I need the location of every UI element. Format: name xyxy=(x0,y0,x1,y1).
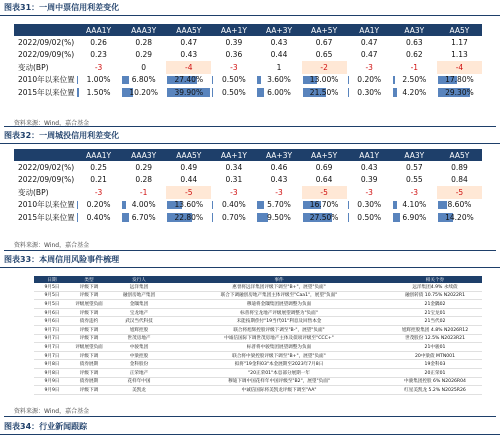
title-underline xyxy=(0,143,500,144)
cell-value: 0.30% xyxy=(357,200,382,210)
table-row xyxy=(14,74,482,87)
cell-value: 29.30% xyxy=(445,87,474,97)
table-cell: -5 xyxy=(166,186,211,199)
table-cell: -4 xyxy=(166,61,211,74)
table-cell: 金隅集团 xyxy=(108,300,170,309)
table-cell: 中诚信国际将美凯龙评级下调至"AA" xyxy=(170,386,388,395)
percentile-bar xyxy=(438,201,447,210)
percentile-bar xyxy=(393,201,397,210)
table-cell: 0.67 xyxy=(315,37,333,47)
table-cell xyxy=(121,199,166,212)
table-cell xyxy=(121,74,166,87)
cell-value: 14.20% xyxy=(445,212,474,222)
cell-value: 3.60% xyxy=(267,75,291,85)
table-cell: 0.39 xyxy=(225,37,243,47)
percentile-bar xyxy=(257,76,261,85)
table-cell: 0.49 xyxy=(180,162,198,172)
column-header: AA3Y xyxy=(392,24,437,36)
row-label: 2022/09/09(%) xyxy=(18,175,75,185)
cell-value: 10.20% xyxy=(129,87,158,97)
divider xyxy=(4,250,496,251)
table-cell: 9月7日 xyxy=(34,343,70,352)
table-cell: 红星美凯龙 5.2% N2025R26 xyxy=(388,386,482,395)
table-cell xyxy=(166,86,211,99)
table-cell xyxy=(437,86,482,99)
percentile-bar xyxy=(122,76,129,85)
fig32-title-text: 图表32：一周城投信用利差变化 xyxy=(4,130,120,140)
table-cell: 联合将中梁控股评级下调至"B+"，展望"负面" xyxy=(170,351,388,360)
cell-value: 8.60% xyxy=(447,200,472,210)
table-cell: 联合下调融创房地产集团主体评级至"Caa1"，展望"负面" xyxy=(170,291,388,300)
column-header: 发行人 xyxy=(108,276,170,283)
table-cell: 0.57 xyxy=(405,162,423,172)
table-cell: 拟将"19金科03"本金展期至2023年7月8日 xyxy=(170,360,388,369)
table-cell: 标普将中骏集团展望调整为负面 xyxy=(170,343,388,352)
table-cell: 宝龙地产 xyxy=(108,308,170,317)
column-header: 事件 xyxy=(170,276,388,283)
table-cell: 21宝龙01 xyxy=(388,308,482,317)
percentile-bar xyxy=(257,201,263,210)
table-cell: 旭辉控股集团 4.8% N2026R12 xyxy=(388,325,482,334)
table-cell: 0.28 xyxy=(135,175,153,185)
table-cell: 21中骏01 xyxy=(388,343,482,352)
table-row xyxy=(34,360,482,369)
cell-value: 6.90% xyxy=(402,212,427,222)
table-cell: 0.25 xyxy=(90,162,107,172)
cell-value: 17.80% xyxy=(445,75,474,85)
table-cell xyxy=(437,74,482,87)
row-label: 2010年以来位置 xyxy=(18,75,75,85)
percentile-bar xyxy=(212,213,213,222)
table-cell: 金科股份 xyxy=(108,360,170,369)
table-cell xyxy=(437,211,482,224)
table-row xyxy=(34,283,482,291)
table-cell: 债券展期 xyxy=(70,377,108,386)
table-cell: 中梁控股 xyxy=(108,351,170,360)
table-row xyxy=(34,351,482,360)
cell-value: 22.80% xyxy=(174,212,204,222)
fig32-title xyxy=(4,128,119,142)
table-row xyxy=(34,325,482,334)
percentile-bar xyxy=(77,76,78,85)
table-cell: 0.65 xyxy=(315,50,333,60)
cell-value: 21.50% xyxy=(309,87,339,97)
cell-value: 1.50% xyxy=(86,87,111,97)
title-underline xyxy=(0,15,500,16)
column-header: 类型 xyxy=(70,276,108,283)
table-cell: 9月5日 xyxy=(34,283,70,291)
table-cell: 9月8日 xyxy=(34,368,70,377)
table-cell: -5 xyxy=(302,186,347,199)
table-cell: 0.26 xyxy=(90,37,107,47)
table-cell: 0.36 xyxy=(225,50,243,60)
header-row xyxy=(34,276,482,283)
table-cell xyxy=(76,86,121,99)
cell-value: 4.10% xyxy=(402,200,427,210)
column-header: AAA5Y xyxy=(166,149,211,161)
cell-value: 0.40% xyxy=(86,212,111,222)
table-cell: 评级下调 xyxy=(70,334,108,343)
table-cell: 0.21 xyxy=(90,175,107,185)
cell-value: 0.20% xyxy=(86,200,111,210)
cell-value: 13.00% xyxy=(309,75,339,85)
table-cell xyxy=(302,74,347,87)
fig33-table xyxy=(34,276,482,395)
cell-value: 0.50% xyxy=(221,87,246,97)
table-row xyxy=(14,211,482,224)
table-cell: 融创转债 10.75% N2022R1 xyxy=(388,291,482,300)
table-cell: -2 xyxy=(302,61,347,74)
table-row xyxy=(14,174,482,187)
table-cell: 9月7日 xyxy=(34,351,70,360)
percentile-bar xyxy=(393,213,400,222)
column-header: AA1Y xyxy=(347,24,392,36)
table-cell xyxy=(256,211,301,224)
table-cell: 0.44 xyxy=(180,175,198,185)
table-cell: 9月5日 xyxy=(34,291,70,300)
table-cell xyxy=(211,199,256,212)
table-cell: 0.28 xyxy=(135,37,153,47)
table-cell: 0.39 xyxy=(360,175,378,185)
table-cell: 0.69 xyxy=(315,162,333,172)
row-label: 变动(BP) xyxy=(18,62,49,72)
table-row xyxy=(14,36,482,49)
table-cell xyxy=(211,211,256,224)
table-cell: 未能按期偿付"19当代01"利息及回售本金 xyxy=(170,317,388,326)
table-cell: 世茂股份 12.5% N2023R21 xyxy=(388,334,482,343)
table-cell: 9月6日 xyxy=(34,308,70,317)
table-cell: 0.64 xyxy=(315,175,333,185)
table-cell: 9月8日 xyxy=(34,360,70,369)
table-cell xyxy=(392,211,437,224)
table-cell: 0.29 xyxy=(135,50,153,60)
table-cell: 中骏集团控股 6% N2026R04 xyxy=(388,377,482,386)
table-cell: 武汉当代科技 xyxy=(108,317,170,326)
cell-value: 0.50% xyxy=(221,75,246,85)
fig31-source: 资料来源：Wind，嘉合基金 xyxy=(14,120,90,127)
table-cell: 19金科03 xyxy=(388,360,482,369)
title-underline xyxy=(0,434,500,435)
row-label: 2022/09/02(%) xyxy=(18,37,75,47)
percentile-bar xyxy=(348,213,349,222)
table-cell xyxy=(437,199,482,212)
table-cell: 21当代02 xyxy=(388,317,482,326)
fig32-table xyxy=(14,149,482,224)
cell-value: 6.70% xyxy=(131,212,156,222)
table-row xyxy=(14,49,482,62)
cell-value: 0.40% xyxy=(221,200,246,210)
table-cell: 花样年中国 xyxy=(108,377,170,386)
fig33-title-text: 图表33：本周信用风险事件梳理 xyxy=(4,254,120,264)
table-cell: -3 xyxy=(230,187,238,197)
table-cell: 穆迪将金隅集团展望调整为负面 xyxy=(170,300,388,309)
fig33-source: 资料来源：Wind，嘉合基金 xyxy=(14,408,90,415)
column-header: AAA1Y xyxy=(76,24,121,36)
table-cell: 评级下调 xyxy=(70,308,108,317)
table-cell xyxy=(256,199,301,212)
percentile-bar xyxy=(393,88,398,97)
table-row xyxy=(34,368,482,377)
column-header: 相关个券 xyxy=(388,276,482,283)
cell-value: 4.20% xyxy=(402,87,427,97)
cell-value: 6.00% xyxy=(267,87,291,97)
table-cell: -3 xyxy=(365,187,373,197)
column-header: AA+3Y xyxy=(256,149,301,161)
table-cell: 远洋集团 xyxy=(108,283,170,291)
percentile-bar xyxy=(257,88,263,97)
table-row xyxy=(14,199,482,212)
table-cell: 评级展望负面 xyxy=(70,343,108,352)
table-cell xyxy=(76,211,121,224)
table-cell xyxy=(166,199,211,212)
table-row xyxy=(34,291,482,300)
column-header: AA5Y xyxy=(437,24,482,36)
table-cell: 0.29 xyxy=(135,162,153,172)
table-cell: 0.43 xyxy=(360,162,378,172)
cell-value: 27.50% xyxy=(309,212,339,222)
table-cell: 0.47 xyxy=(360,50,378,60)
table-cell: 9月6日 xyxy=(34,317,70,326)
table-cell xyxy=(121,211,166,224)
column-header xyxy=(14,149,76,161)
table-cell: 9月9日 xyxy=(34,377,70,386)
table-cell: -1 xyxy=(139,187,148,197)
column-header: AA+5Y xyxy=(302,24,347,36)
table-cell: 9月7日 xyxy=(34,334,70,343)
table-cell xyxy=(302,199,347,212)
row-label: 2015年以来位置 xyxy=(18,87,75,97)
row-label: 2015年以来位置 xyxy=(18,212,75,222)
table-cell: 0.89 xyxy=(451,162,468,172)
table-cell: 0.62 xyxy=(405,50,423,60)
fig33-title xyxy=(4,252,119,266)
table-cell xyxy=(347,211,392,224)
table-cell: 0.47 xyxy=(180,37,198,47)
table-cell: 0.44 xyxy=(270,50,288,60)
table-cell: 0.43 xyxy=(270,175,288,185)
table-cell: 中诚信国际下调世茂房地产主体及债项评级至"CCC+" xyxy=(170,334,388,343)
column-header: AAA3Y xyxy=(121,149,166,161)
table-cell: 世茂房地产 xyxy=(108,334,170,343)
cell-value: 2.50% xyxy=(402,75,427,85)
table-cell: 0.31 xyxy=(225,175,243,185)
divider xyxy=(4,416,496,417)
row-label: 2022/09/02(%) xyxy=(18,162,75,172)
cell-value: 5.70% xyxy=(267,200,291,210)
table-cell xyxy=(302,211,347,224)
table-cell: -1 xyxy=(410,62,419,72)
table-cell: 1.13 xyxy=(451,50,468,60)
table-cell: 0.43 xyxy=(270,37,288,47)
fig31-title xyxy=(4,0,119,14)
table-row xyxy=(34,334,482,343)
cell-value: 39.90% xyxy=(174,87,204,97)
fig34-title xyxy=(4,419,87,433)
table-cell: -3 xyxy=(230,62,238,72)
cell-value: 0.50% xyxy=(357,212,382,222)
table-cell xyxy=(347,86,392,99)
table-cell: -3 xyxy=(365,62,373,72)
table-row xyxy=(34,300,482,309)
table-cell: 评级下调 xyxy=(70,351,108,360)
header-row xyxy=(14,24,482,36)
cell-value: 1.00% xyxy=(86,75,111,85)
table-cell: 0 xyxy=(141,62,147,72)
cell-value: 4.00% xyxy=(131,200,156,210)
column-header: AA+3Y xyxy=(256,24,301,36)
table-cell: 惠誉将远洋集团评级下调至"B+"，展望"负面" xyxy=(170,283,388,291)
fig31-table xyxy=(14,24,482,99)
cell-value: 6.80% xyxy=(131,75,156,85)
table-cell xyxy=(76,199,121,212)
table-cell: -4 xyxy=(437,61,482,74)
table-cell: 美凯龙 xyxy=(108,386,170,395)
table-row xyxy=(34,317,482,326)
table-cell xyxy=(211,74,256,87)
table-cell: 0.47 xyxy=(360,37,378,47)
percentile-bar xyxy=(393,76,396,85)
table-cell: 评级下调 xyxy=(70,368,108,377)
table-cell: 中骏集团 xyxy=(108,343,170,352)
cell-value: 9.50% xyxy=(267,212,291,222)
table-cell xyxy=(392,74,437,87)
table-cell: 20正荣01 xyxy=(388,368,482,377)
fig34-title-text: 图表34：行业新闻跟踪 xyxy=(4,421,88,431)
percentile-bar xyxy=(122,201,126,210)
table-cell: 0.46 xyxy=(270,162,288,172)
divider xyxy=(4,126,496,127)
table-cell xyxy=(211,86,256,99)
table-cell: 0.34 xyxy=(225,162,243,172)
column-header: AA1Y xyxy=(347,149,392,161)
row-label: 2010年以来位置 xyxy=(18,200,75,210)
table-cell xyxy=(166,74,211,87)
cell-value: 0.70% xyxy=(221,212,246,222)
table-cell xyxy=(392,199,437,212)
table-cell: 评级展望负面 xyxy=(70,300,108,309)
table-cell: 正荣地产 xyxy=(108,368,170,377)
table-cell: 0.84 xyxy=(451,175,468,185)
table-cell: 9月9日 xyxy=(34,386,70,395)
cell-value: 13.60% xyxy=(174,200,204,210)
table-cell: 0.43 xyxy=(180,50,198,60)
table-cell xyxy=(347,74,392,87)
table-row xyxy=(14,186,482,199)
table-cell xyxy=(121,86,166,99)
table-cell xyxy=(347,199,392,212)
table-row xyxy=(14,61,482,74)
table-cell xyxy=(392,86,437,99)
table-cell: 1 xyxy=(276,62,282,72)
table-row xyxy=(34,308,482,317)
table-cell xyxy=(256,74,301,87)
table-cell xyxy=(302,86,347,99)
fig32-source: 资料来源：Wind，嘉合基金 xyxy=(14,242,90,249)
percentile-bar xyxy=(212,76,213,85)
column-header: AA+1Y xyxy=(211,149,256,161)
table-row xyxy=(14,86,482,99)
table-cell: -3 xyxy=(94,187,103,197)
table-cell: 穆迪下调中国花样年中国评级至"B2"，展望"负面" xyxy=(170,377,388,386)
table-cell xyxy=(166,211,211,224)
table-cell: 评级下调 xyxy=(70,291,108,300)
title-underline xyxy=(0,267,500,268)
header-row xyxy=(14,149,482,161)
cell-value: 0.20% xyxy=(357,75,382,85)
column-header: AA3Y xyxy=(392,149,437,161)
column-header: 日期 xyxy=(34,276,70,283)
table-cell: 评级下调 xyxy=(70,283,108,291)
table-cell: -3 xyxy=(94,62,103,72)
table-cell: -3 xyxy=(275,187,283,197)
cell-value: 0.30% xyxy=(357,87,382,97)
table-cell: 20中梁债 MTN001 xyxy=(388,351,482,360)
table-cell: 0.23 xyxy=(90,50,107,60)
table-cell: 评级下调 xyxy=(70,386,108,395)
table-cell: 旭辉控股 xyxy=(108,325,170,334)
column-header: AAA5Y xyxy=(166,24,211,36)
table-cell: 1.17 xyxy=(451,37,468,47)
table-cell: "20正荣01"本息部分展期一年 xyxy=(170,368,388,377)
table-cell: 远洋集团4.9% 永续债 xyxy=(388,283,482,291)
table-row xyxy=(34,377,482,386)
table-cell xyxy=(256,86,301,99)
cell-value: 27.40% xyxy=(174,75,204,85)
column-header: AA+1Y xyxy=(211,24,256,36)
fig31-title-text: 图表31：一周中票信用利差变化 xyxy=(4,2,120,12)
table-cell: 9月5日 xyxy=(34,300,70,309)
row-label: 2022/09/09(%) xyxy=(18,50,75,60)
table-cell xyxy=(76,74,121,87)
table-cell: 联合将旭辉控股评级下调至"B-"，展望"负面" xyxy=(170,325,388,334)
table-cell: 0.63 xyxy=(405,37,423,47)
table-row xyxy=(34,386,482,395)
column-header xyxy=(14,24,76,36)
table-cell: 评级下调 xyxy=(70,325,108,334)
column-header: AA+5Y xyxy=(302,149,347,161)
percentile-bar xyxy=(77,88,79,97)
column-header: AAA1Y xyxy=(76,149,121,161)
row-label: 变动(BP) xyxy=(18,187,49,197)
table-cell: 债券违约 xyxy=(70,317,108,326)
table-cell: 标普将宝龙地产评级展望调整为"负面" xyxy=(170,308,388,317)
percentile-bar xyxy=(122,213,129,222)
table-cell: 0.55 xyxy=(405,175,423,185)
table-cell: -5 xyxy=(437,186,482,199)
cell-value: 16.70% xyxy=(309,200,339,210)
table-cell: -3 xyxy=(410,187,419,197)
percentile-bar xyxy=(212,88,213,97)
table-row xyxy=(34,343,482,352)
table-cell: 债券展期 xyxy=(70,360,108,369)
table-row xyxy=(14,161,482,174)
column-header: AAA3Y xyxy=(121,24,166,36)
table-cell: 9月7日 xyxy=(34,325,70,334)
column-header: AA5Y xyxy=(437,149,482,161)
table-cell: 21金隅02 xyxy=(388,300,482,309)
table-cell: 融创房地产集团 xyxy=(108,291,170,300)
